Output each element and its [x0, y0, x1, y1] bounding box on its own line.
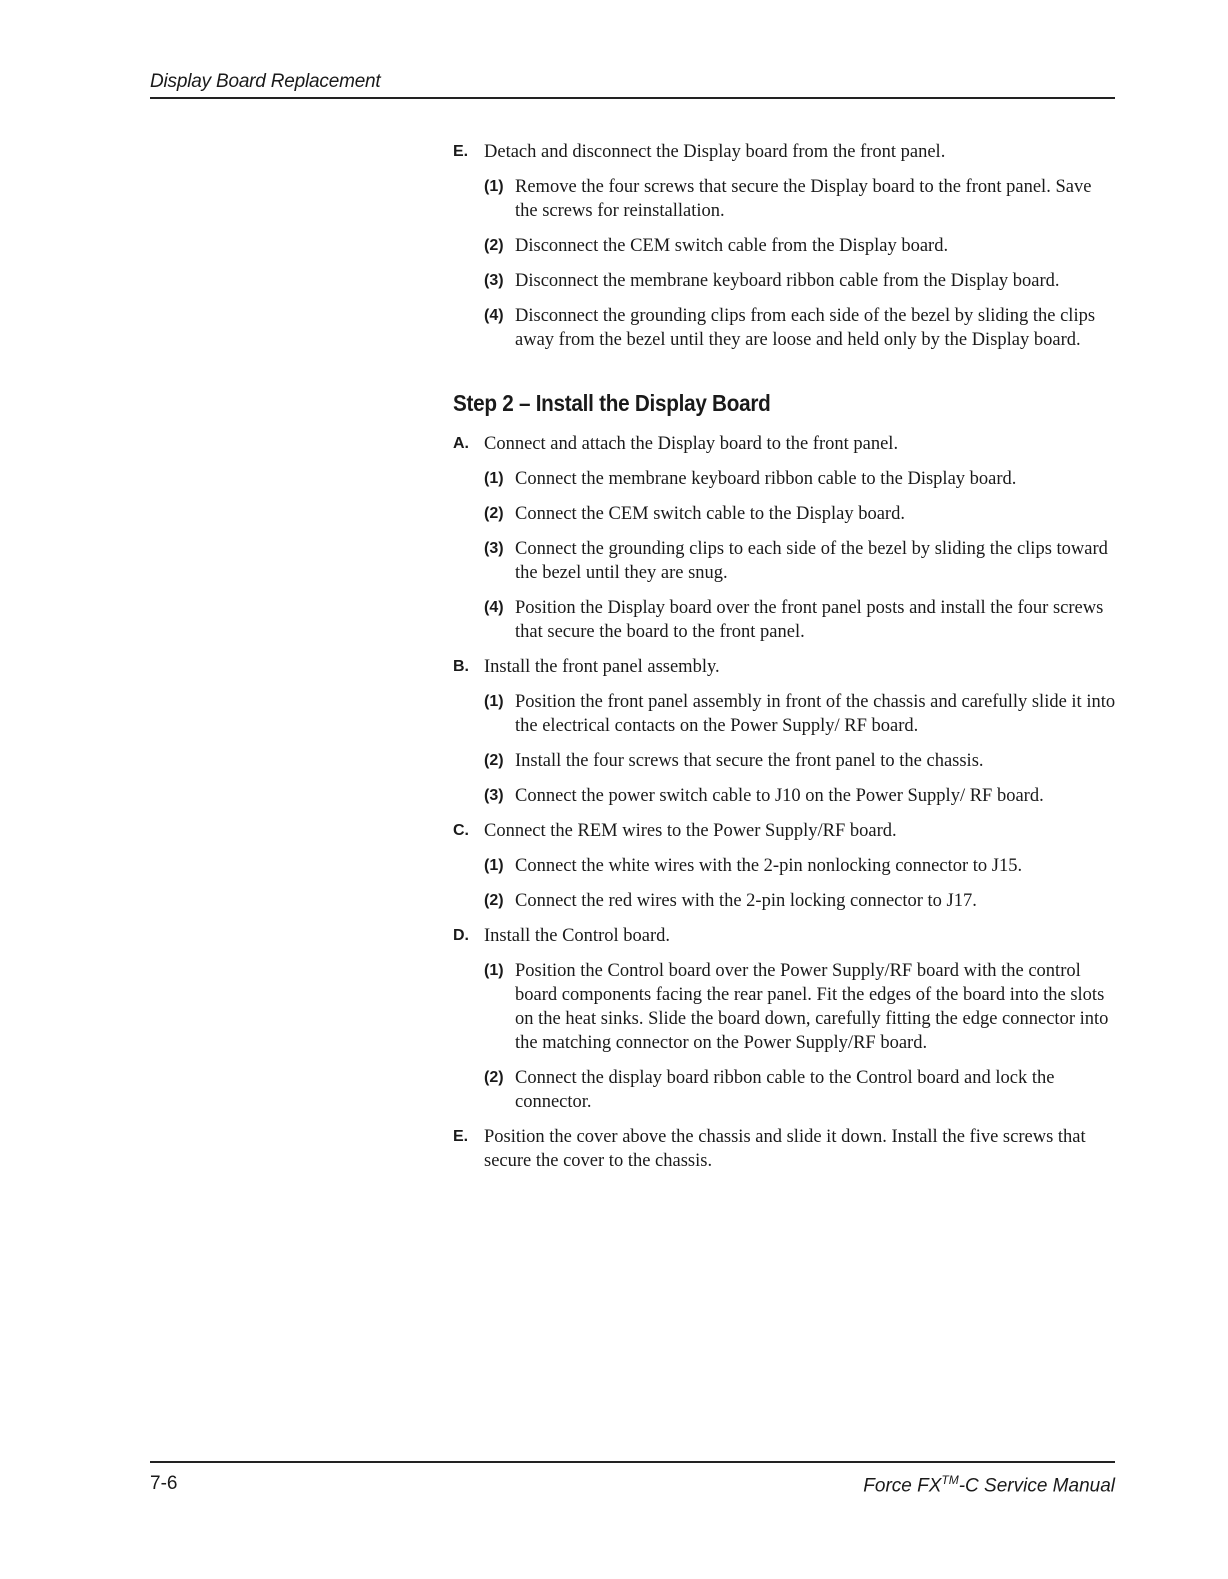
step-label: A.	[453, 435, 469, 452]
step-label: C.	[453, 822, 469, 839]
step-label: E.	[453, 143, 469, 160]
manual-title	[863, 1473, 1115, 1497]
substep-text: Connect the white wires with the 2-pin nonlocking connector to J15.	[515, 856, 1023, 876]
substep-text: Connect the CEM switch cable to the Display board.	[515, 504, 905, 524]
manual-title-suffix: -C Service Manual	[958, 1475, 1115, 1497]
substep-item	[484, 467, 1118, 491]
substep-label: (1)	[484, 693, 504, 710]
step-text: Detach and disconnect the Display board from the front panel.	[484, 142, 946, 162]
substep-item	[484, 690, 1118, 738]
step-item	[453, 1125, 1118, 1173]
substep-text: Position the Display board over the front panel posts and install the four screws that secure the board to the front panel.	[515, 598, 1104, 642]
section-heading: Step 2 – Install the Display Board	[453, 390, 771, 416]
substep-item	[484, 269, 1118, 293]
substep-label: (3)	[484, 272, 504, 289]
substep-text: Connect the red wires with the 2-pin locking connector to J17.	[515, 891, 977, 911]
substep-item	[484, 234, 1118, 258]
substep-label: (3)	[484, 787, 504, 804]
footer-rule	[150, 1461, 1115, 1463]
step-text: Install the front panel assembly.	[484, 657, 720, 677]
step-item	[453, 924, 1118, 948]
step-label: B.	[453, 658, 469, 675]
page-content	[453, 140, 1118, 1184]
substep-label: (1)	[484, 962, 504, 979]
trademark-mark: TM	[941, 1473, 959, 1487]
page-number: 7-6	[150, 1473, 178, 1494]
substep-text: Connect the power switch cable to J10 on the Power Supply/ RF board.	[515, 786, 1044, 806]
substep-text: Install the four screws that secure the front panel to the chassis.	[515, 751, 984, 771]
substep-item	[484, 304, 1118, 352]
substep-label: (2)	[484, 1069, 504, 1086]
substep-label: (1)	[484, 470, 504, 487]
step-item	[453, 819, 1118, 843]
substep-text: Disconnect the CEM switch cable from the Display board.	[515, 236, 949, 256]
step-item	[453, 655, 1118, 679]
substep-label: (3)	[484, 540, 504, 557]
step-text: Install the Control board.	[484, 926, 670, 946]
step-item	[453, 432, 1118, 456]
manual-title-prefix: Force FX	[863, 1475, 942, 1497]
substep-item	[484, 502, 1118, 526]
step-text: Connect the REM wires to the Power Supply/RF board.	[484, 821, 897, 841]
substep-item	[484, 1066, 1118, 1114]
step-label: E.	[453, 1128, 469, 1145]
substep-label: (4)	[484, 307, 504, 324]
substep-item	[484, 959, 1118, 1055]
substep-text: Connect the display board ribbon cable to the Control board and lock the connector.	[515, 1068, 1055, 1112]
substep-text: Connect the grounding clips to each side of the bezel by sliding the clips toward the bezel until they are snug.	[515, 539, 1108, 583]
substep-text: Disconnect the membrane keyboard ribbon cable from the Display board.	[515, 271, 1060, 291]
substep-label: (2)	[484, 892, 504, 909]
substep-item	[484, 749, 1118, 773]
step-text: Connect and attach the Display board to the front panel.	[484, 434, 899, 454]
substep-label: (1)	[484, 857, 504, 874]
substep-item	[484, 889, 1118, 913]
substep-item	[484, 175, 1118, 223]
substep-label: (2)	[484, 237, 504, 254]
substep-text: Position the front panel assembly in front of the chassis and carefully slide it into the electrical contacts on the Power Supply/ RF board.	[515, 692, 1116, 736]
substep-label: (2)	[484, 505, 504, 522]
substep-text: Connect the membrane keyboard ribbon cable to the Display board.	[515, 469, 1017, 489]
substep-text: Position the Control board over the Power Supply/RF board with the control board components facing the rear panel. Fit the edges of the board into the slots on the heat sinks. Slide the board down, carefully fitting the edge connector into the matching connector on the Power Supply/RF board.	[515, 961, 1109, 1053]
substep-item	[484, 784, 1118, 808]
step-item	[453, 140, 1118, 164]
substep-label: (4)	[484, 599, 504, 616]
substep-item	[484, 854, 1118, 878]
header-rule	[150, 97, 1115, 99]
substep-label: (2)	[484, 752, 504, 769]
substep-text: Remove the four screws that secure the Display board to the front panel. Save the screws for reinstallation.	[515, 177, 1092, 221]
substep-item	[484, 537, 1118, 585]
step-label: D.	[453, 927, 469, 944]
step-text: Position the cover above the chassis and slide it down. Install the five screws that secure the cover to the chassis.	[484, 1127, 1086, 1171]
substep-text: Disconnect the grounding clips from each side of the bezel by sliding the clips away from the bezel until they are loose and held only by the Display board.	[515, 306, 1096, 350]
substep-item	[484, 596, 1118, 644]
substep-label: (1)	[484, 178, 504, 195]
running-header: Display Board Replacement	[150, 71, 381, 92]
intro-steps	[453, 140, 1118, 352]
section-steps	[453, 432, 1118, 1173]
